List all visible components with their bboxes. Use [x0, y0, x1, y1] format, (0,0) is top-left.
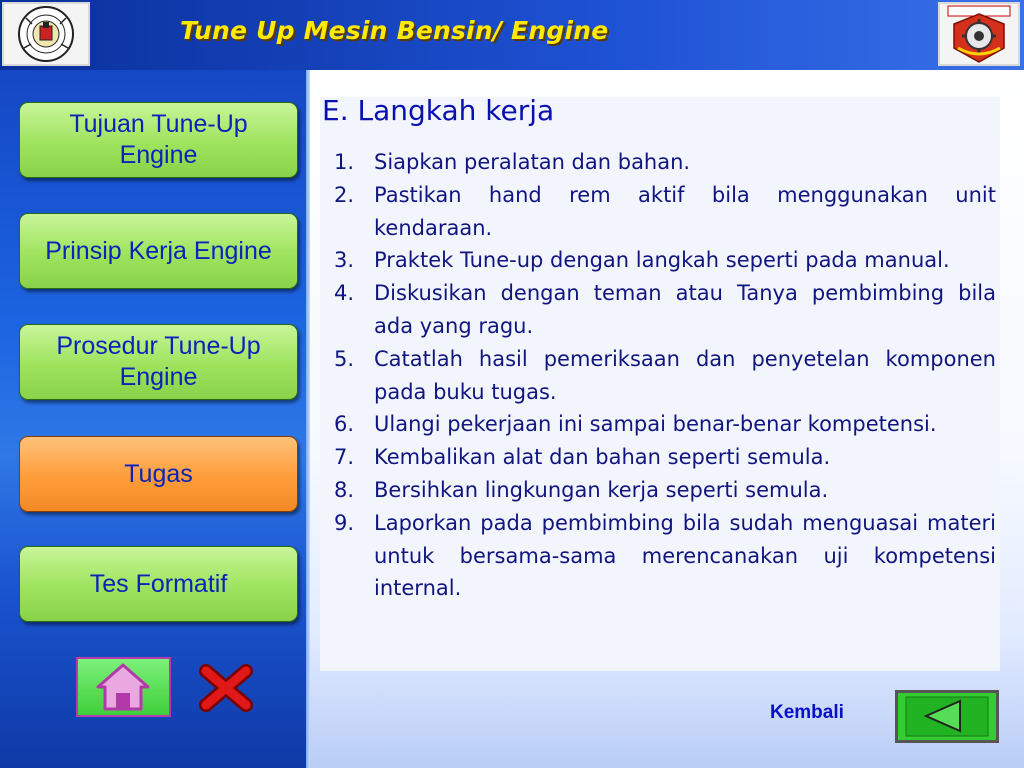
smk-setia-budhi-logo	[938, 2, 1020, 66]
nav-prosedur-tune-up-engine[interactable]	[19, 324, 298, 400]
nav-label: Tes Formatif	[89, 569, 228, 598]
nav-tujuan-tune-up-engine[interactable]	[19, 102, 298, 178]
section-title: E. Langkah kerja	[322, 94, 555, 127]
nav-tugas[interactable]	[19, 436, 298, 512]
page-title: Tune Up Mesin Bensin/ Engine	[180, 16, 609, 45]
home-button[interactable]	[76, 657, 171, 717]
house-icon	[78, 659, 169, 715]
nav-tes-formatif[interactable]	[19, 546, 298, 622]
nav-label: Prinsip Kerja Engine	[45, 236, 272, 265]
nav-label: Prosedur Tune-Up Engine	[56, 332, 261, 391]
header-bar	[0, 0, 1024, 70]
nav-label: Tujuan Tune-Up Engine	[69, 110, 248, 169]
list-item: 5. Catatlah hasil pemeriksaan dan penyetelan komponen pada buku tugas.	[334, 346, 996, 404]
left-triangle-icon	[898, 693, 996, 740]
list-item: 2. Pastikan hand rem aktif bila menggunakan unit kendaraan.	[334, 182, 996, 240]
list-item: 7. Kembalikan alat dan bahan seperti semula.	[334, 445, 831, 470]
school-emblem-logo	[2, 2, 90, 66]
back-button[interactable]	[895, 690, 999, 743]
list-item: 1. Siapkan peralatan dan bahan.	[334, 150, 691, 174]
red-x-icon	[198, 663, 254, 713]
back-label[interactable]: Kembali	[770, 702, 844, 723]
steps-list	[334, 146, 996, 605]
nav-prinsip-kerja-engine[interactable]	[19, 213, 298, 289]
close-button[interactable]	[198, 663, 254, 713]
list-item: 9. Laporkan pada pembimbing bila sudah menguasai materi untuk bersama-sama merencanakan uji kompetensi internal.	[334, 510, 996, 601]
nav-label: Tugas	[124, 459, 193, 488]
list-item: 4. Diskusikan dengan teman atau Tanya pembimbing bila ada yang ragu.	[334, 281, 996, 338]
list-item: 8. Bersihkan lingkungan kerja seperti semula.	[334, 477, 829, 502]
list-item: 6. Ulangi pekerjaan ini sampai benar-benar kompetensi.	[334, 412, 937, 437]
list-item: 3. Praktek Tune-up dengan langkah seperti pada manual.	[334, 248, 950, 273]
